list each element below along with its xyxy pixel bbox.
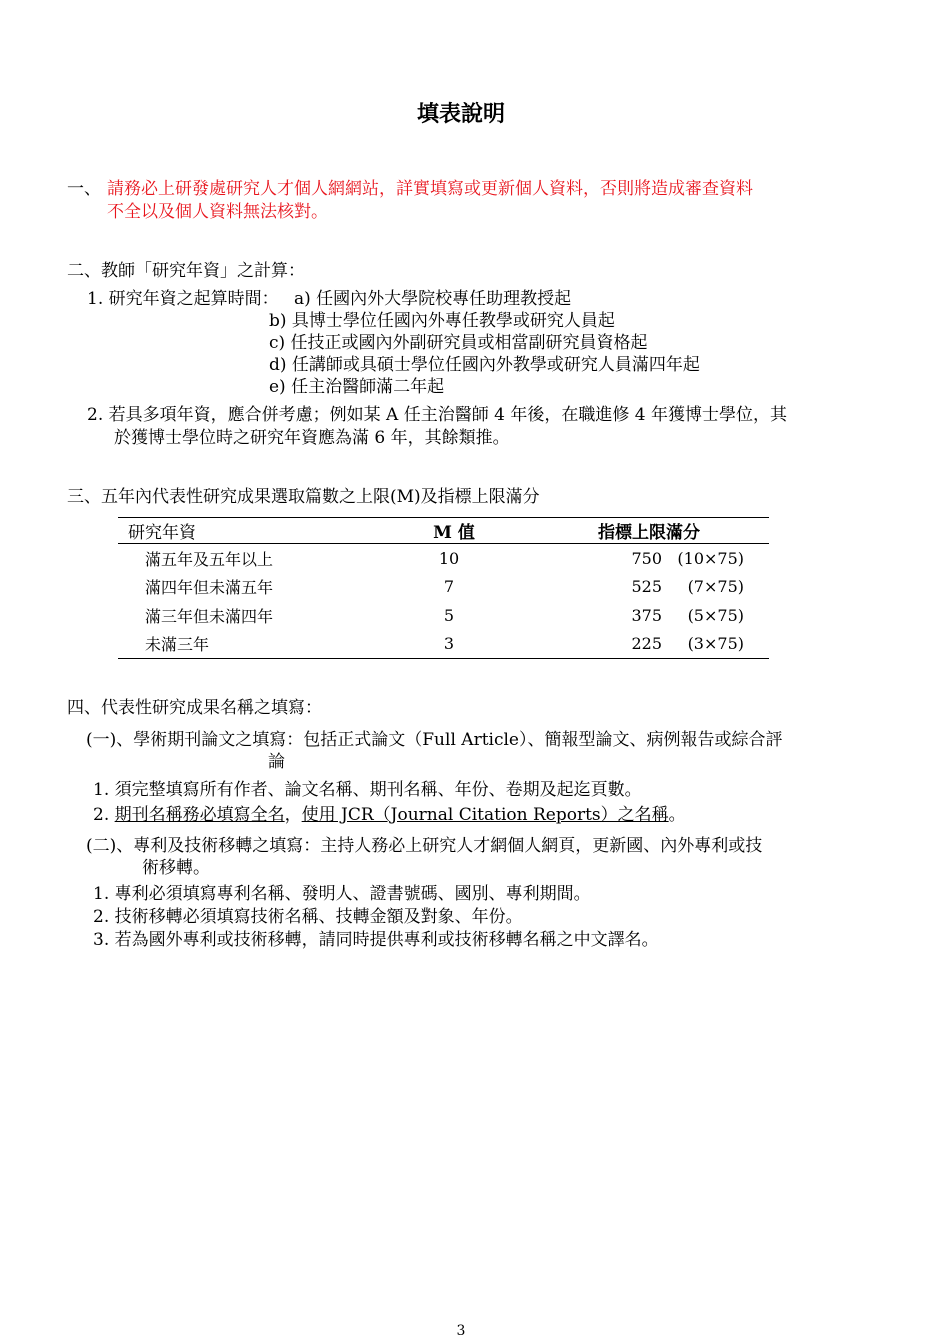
section-1-number: 一、 bbox=[67, 179, 101, 199]
row-points: 525 bbox=[631, 577, 662, 597]
quota-table bbox=[118, 517, 769, 659]
row-calc: (5×75) bbox=[687, 605, 744, 625]
row-calc: (10×75) bbox=[677, 548, 744, 568]
subsection-1-line-1: (一)、學術期刊論文之填寫：包括正式論文（Full Article）、簡報型論文、病例報告或綜合評 bbox=[86, 730, 783, 750]
row-m: 10 bbox=[438, 548, 460, 568]
row-calc: (3×75) bbox=[687, 634, 744, 654]
header-years: 研究年資 bbox=[118, 518, 379, 544]
item-2-number: 2. bbox=[93, 805, 115, 825]
row-points: 375 bbox=[631, 605, 662, 625]
section-3-heading: 三、五年內代表性研究成果選取篇數之上限(M)及指標上限滿分 bbox=[67, 487, 540, 507]
subsection-2-item-2: 2. 技術移轉必須填寫技術名稱、技轉金額及對象、年份。 bbox=[93, 907, 523, 927]
section-2-item-2-line-1: 2. 若具多項年資，應合併考慮；例如某 A 任主治醫師 4 年後，在職進修 4 年獲博士學位，其 bbox=[87, 405, 787, 425]
item-2-underlined-part-2: 使用 JCR（Journal Citation Reports）之名稱 bbox=[301, 805, 669, 825]
row-label: 滿四年但未滿五年 bbox=[145, 578, 274, 598]
subsection-2-item-3: 3. 若為國外專利或技術移轉，請同時提供專利或技術移轉名稱之中文譯名。 bbox=[93, 930, 659, 950]
option-c: c) 任技正或國內外副研究員或相當副研究員資格起 bbox=[269, 333, 648, 353]
option-a: a) 任國內外大學院校專任助理教授起 bbox=[294, 289, 572, 309]
option-b: b) 具博士學位任國內外專任教學或研究人員起 bbox=[269, 311, 615, 331]
row-points: 225 bbox=[631, 634, 662, 654]
item-2-separator: ， bbox=[284, 805, 302, 825]
row-m: 5 bbox=[443, 605, 455, 625]
item-2-end: 。 bbox=[668, 805, 686, 825]
section-1-line-2: 不全以及個人資料無法核對。 bbox=[107, 202, 328, 222]
section-2-item-1-label: 1. 研究年資之起算時間： bbox=[87, 289, 279, 309]
subsection-1-line-2: 論 bbox=[268, 752, 285, 772]
option-d: d) 任講師或具碩士學位任國內外教學或研究人員滿四年起 bbox=[269, 355, 700, 375]
table-row bbox=[118, 544, 769, 573]
subsection-1-item-2 bbox=[93, 804, 686, 826]
row-points: 750 bbox=[631, 548, 662, 568]
subsection-2-item-1: 1. 專利必須填寫專利名稱、發明人、證書號碼、國別、專利期間。 bbox=[93, 884, 591, 904]
subsection-2-line-2: 術移轉。 bbox=[142, 858, 210, 878]
option-e: e) 任主治醫師滿二年起 bbox=[269, 377, 445, 397]
row-label: 滿三年但未滿四年 bbox=[145, 606, 274, 626]
subsection-2-line-1: (二)、專利及技術移轉之填寫：主持人務必上研究人才網個人網頁，更新國、內外專利或技 bbox=[86, 836, 763, 856]
subsection-1-item-1: 1. 須完整填寫所有作者、論文名稱、期刊名稱、年份、卷期及起迄頁數。 bbox=[93, 780, 642, 800]
table-header-row bbox=[118, 518, 769, 544]
table-row bbox=[118, 601, 769, 630]
header-max-score: 指標上限滿分 bbox=[519, 518, 769, 544]
page-title: 填表說明 bbox=[416, 101, 505, 127]
item-2-underlined-part-1: 期刊名稱務必填寫全名 bbox=[114, 805, 285, 825]
table-row bbox=[118, 573, 769, 602]
section-2-item-2-line-2: 於獲博士學位時之研究年資應為滿 6 年，其餘類推。 bbox=[114, 428, 510, 448]
row-m: 7 bbox=[443, 577, 455, 597]
page-number: 3 bbox=[456, 1323, 466, 1339]
row-calc: (7×75) bbox=[687, 577, 744, 597]
row-label: 滿五年及五年以上 bbox=[145, 549, 274, 569]
table-row bbox=[118, 630, 769, 659]
section-2-heading: 二、教師「研究年資」之計算： bbox=[67, 261, 305, 281]
row-label: 未滿三年 bbox=[118, 630, 379, 659]
header-m-value: M 值 bbox=[379, 518, 519, 544]
section-1-line-1: 請務必上研發處研究人才個人網網站，詳實填寫或更新個人資料，否則將造成審查資料 bbox=[107, 179, 753, 199]
row-m: 3 bbox=[379, 630, 519, 659]
section-4-heading: 四、代表性研究成果名稱之填寫： bbox=[67, 698, 322, 718]
